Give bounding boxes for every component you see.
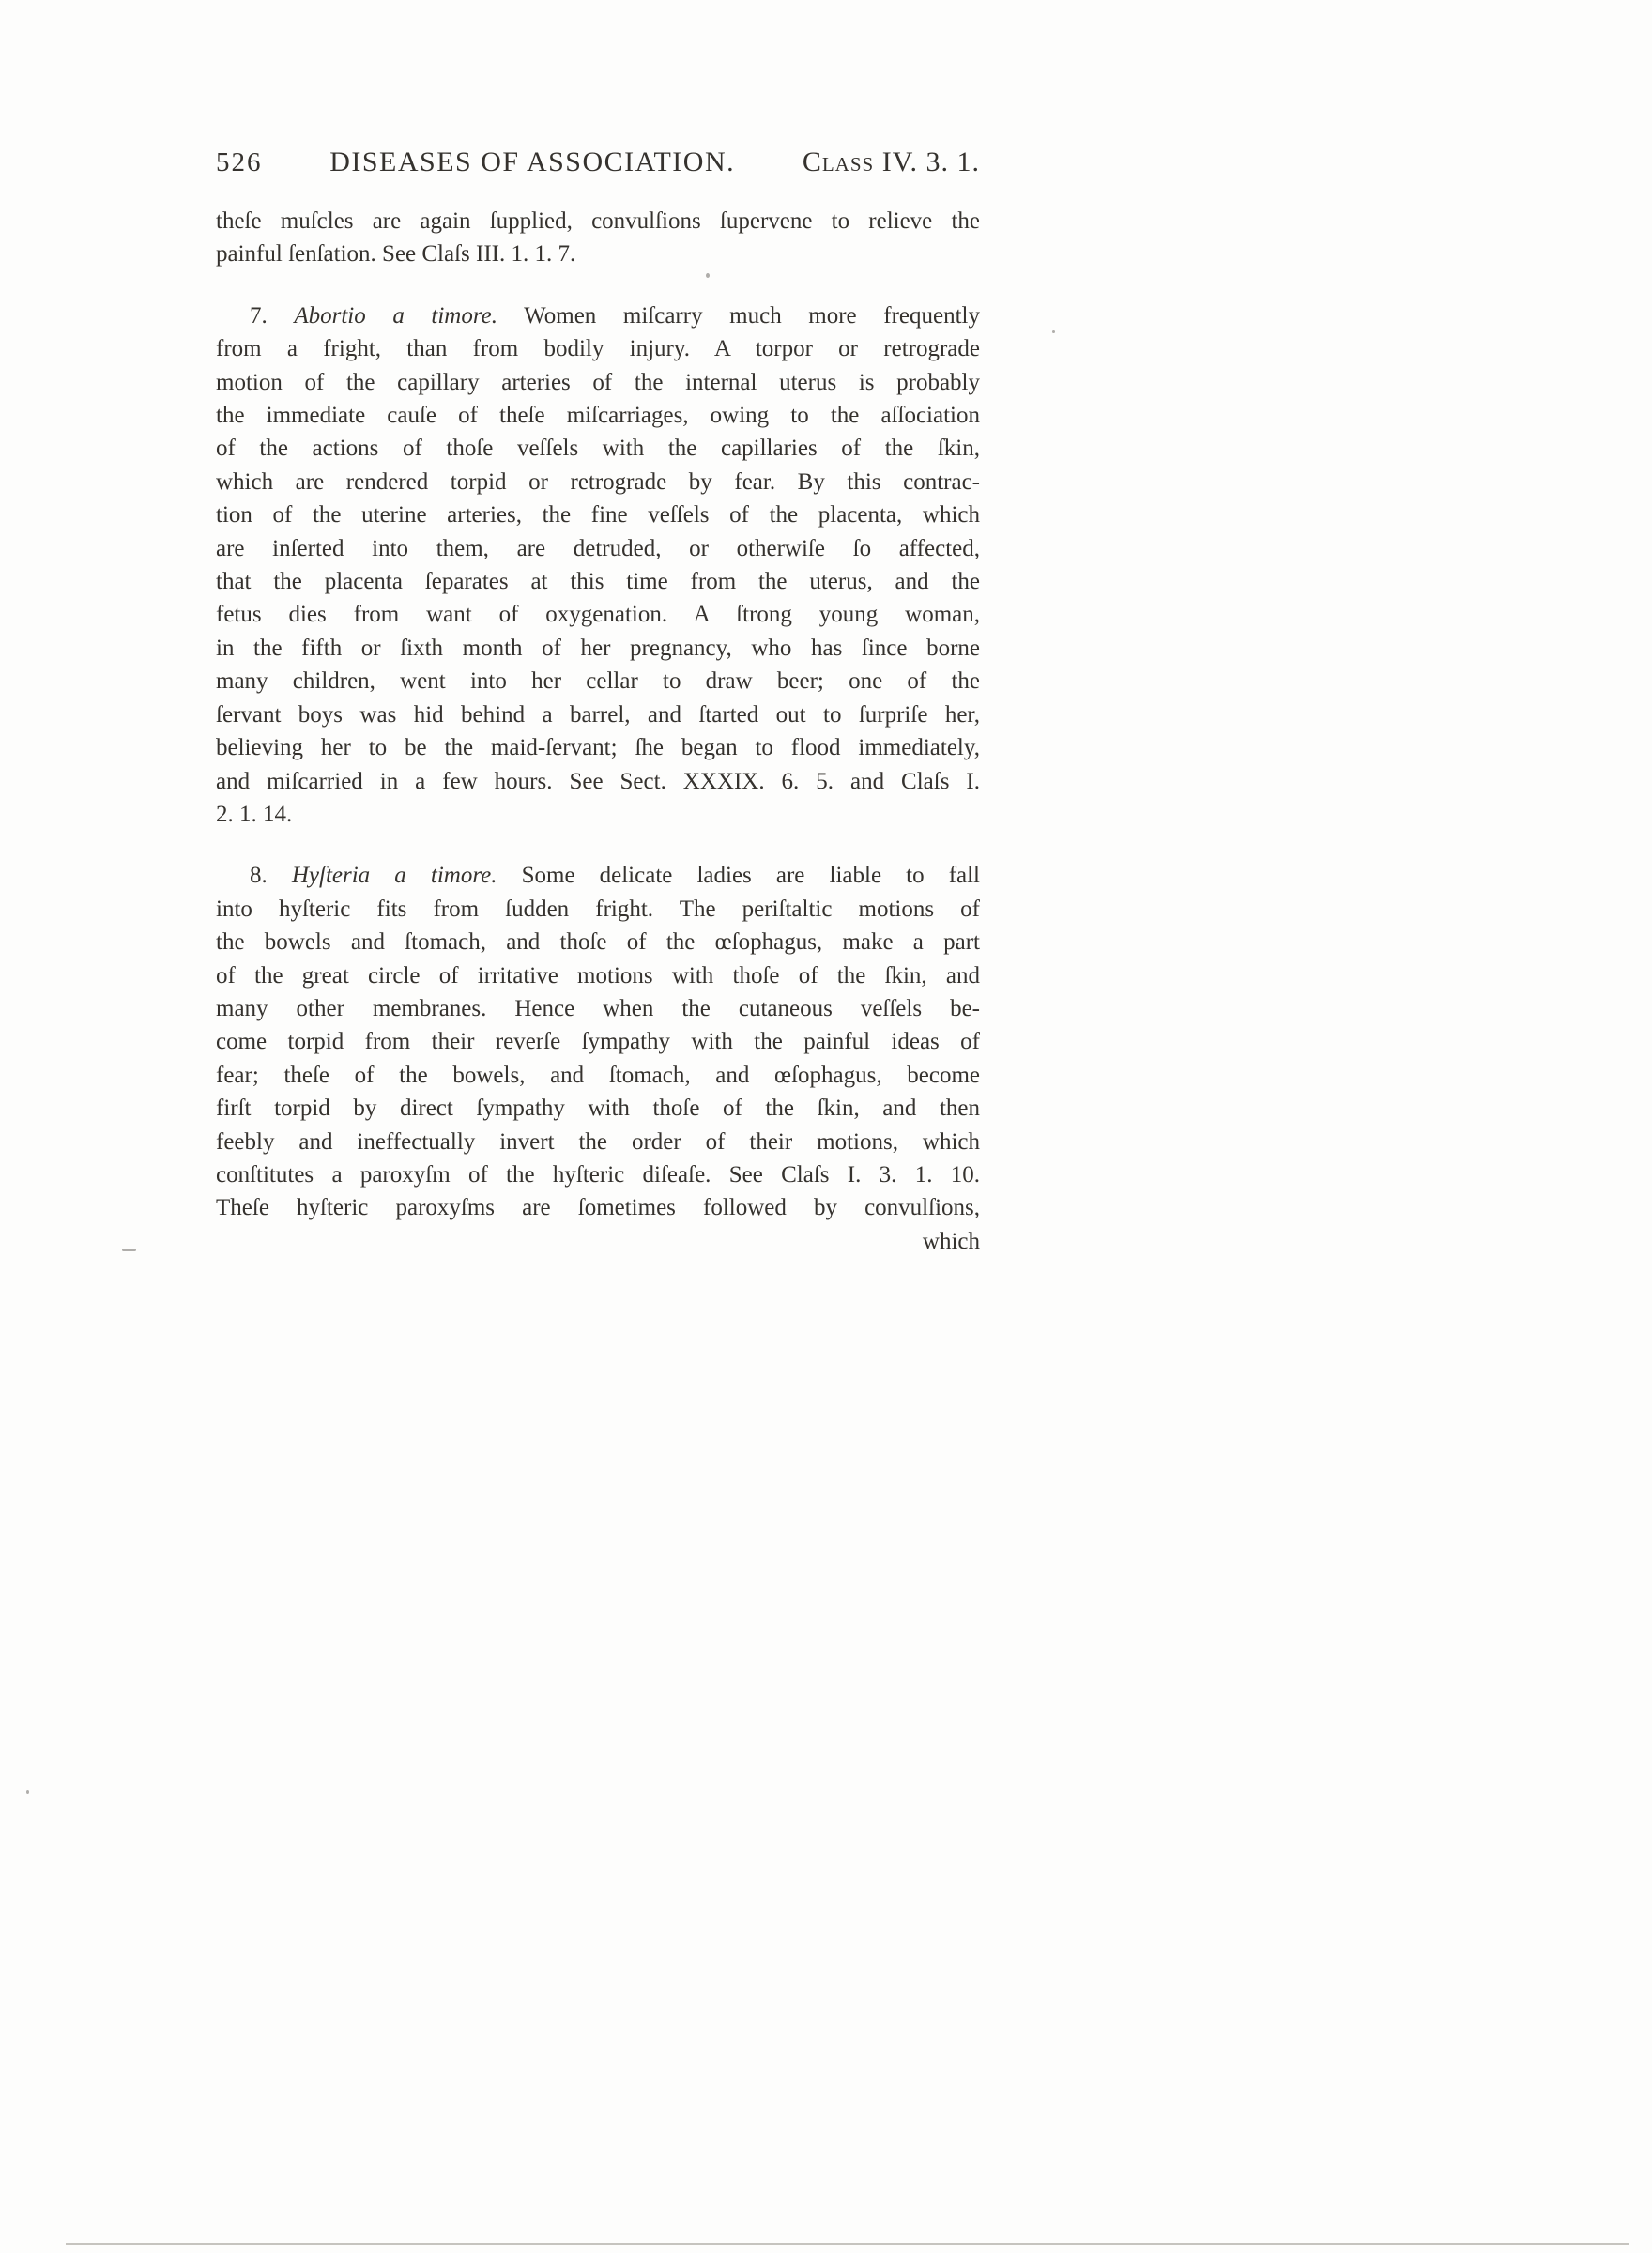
text-segment: Women miſcarry much more frequently — [497, 302, 980, 329]
text-line — [216, 859, 980, 892]
text-segment: into hyſteric fits from ſudden fright. The periſtaltic motions of — [216, 896, 980, 922]
text-line — [216, 632, 980, 665]
text-segment: the bowels and ſtomach, and thoſe of the œſophagus, make a part — [216, 929, 980, 956]
text-line — [216, 798, 980, 831]
text-segment: believing her to be the maid-ſervant; ſhe began to flood immediately, — [216, 735, 980, 761]
italic-phrase: Hyſteria a timore. — [291, 863, 497, 889]
text-segment: many other membranes. Hence when the cutaneous veſſels be- — [216, 995, 980, 1021]
scan-edge-line — [66, 2243, 1629, 2245]
text-segment: the immediate cauſe of theſe miſcarriages, owing to the aſſociation — [216, 403, 980, 429]
running-title: DISEASES OF ASSOCIATION. — [329, 146, 736, 177]
text-segment: of the actions of thoſe veſſels with the capillaries of the ſkin, — [216, 436, 980, 462]
text-segment: come torpid from their reverſe ſympathy with the painful ideas of — [216, 1029, 980, 1055]
class-reference: Class IV. 3. 1. — [802, 146, 980, 177]
text-segment: fear; theſe of the bowels, and ſtomach, and œſophagus, become — [216, 1062, 980, 1088]
text-segment: 7. — [250, 302, 295, 329]
catchword-line — [216, 1225, 980, 1258]
text-segment: of the great circle of irritative motions with thoſe of the ſkin, and — [216, 962, 980, 989]
text-line — [216, 238, 980, 270]
text-line — [216, 565, 980, 598]
text-line — [216, 332, 980, 365]
text-line — [216, 399, 980, 432]
paragraph — [216, 299, 980, 832]
text-segment: ſervant boys was hid behind a barrel, and ſtarted out to ſurpriſe her, — [216, 701, 980, 728]
text-segment: tion of the uterine arteries, the fine veſſels of the placenta, which — [216, 502, 980, 529]
text-line — [216, 893, 980, 926]
page-content — [216, 146, 980, 1258]
text-segment: motion of the capillary arteries of the internal uterus is probably — [216, 369, 980, 395]
paragraph — [216, 859, 980, 1224]
text-line — [216, 299, 980, 332]
text-line — [216, 698, 980, 731]
text-line — [216, 532, 980, 565]
text-line — [216, 1126, 980, 1158]
text-segment: firſt torpid by direct ſympathy with thoſe of the ſkin, and then — [216, 1096, 980, 1122]
text-line — [216, 466, 980, 498]
text-segment: 2. 1. 14. — [216, 801, 293, 827]
text-line — [216, 1158, 980, 1191]
text-line — [216, 432, 980, 465]
paragraph — [216, 205, 980, 271]
text-segment: painful ſenſation. See Claſs III. 1. 1. 7. — [216, 241, 576, 268]
text-segment: are inſerted into them, are detruded, or otherwiſe ſo affected, — [216, 535, 980, 561]
text-line — [216, 366, 980, 399]
italic-phrase: Abortio a timore. — [294, 302, 498, 329]
catchword: which — [922, 1228, 980, 1254]
page-header — [216, 146, 980, 178]
text-line — [216, 1025, 980, 1058]
text-segment: theſe muſcles are again ſupplied, convulſions ſupervene to relieve the — [216, 208, 980, 234]
page-number: 526 — [216, 147, 263, 177]
text-line — [216, 959, 980, 992]
scan-artifact — [122, 1249, 136, 1251]
text-line — [216, 205, 980, 238]
text-segment: and miſcarried in a few hours. See Sect. XXXIX. 6. 5. and Claſs I. — [216, 768, 980, 794]
text-line — [216, 1059, 980, 1092]
text-line — [216, 1092, 980, 1125]
text-segment: conſtitutes a paroxyſm of the hyſteric diſeaſe. See Claſs I. 3. 1. 10. — [216, 1161, 980, 1188]
text-segment: Some delicate ladies are liable to fall — [497, 863, 981, 889]
text-segment: Theſe hyſteric paroxyſms are ſometimes followed by convulſions, — [216, 1195, 980, 1221]
scan-artifact — [706, 273, 710, 278]
scan-artifact — [26, 1790, 29, 1794]
text-segment: feebly and ineffectually invert the order of their motions, which — [216, 1128, 980, 1155]
text-line — [216, 598, 980, 631]
text-segment: 8. — [250, 863, 292, 889]
text-block — [216, 205, 980, 1225]
text-segment: in the fifth or ſixth month of her pregnancy, who has ſince borne — [216, 635, 980, 661]
text-line — [216, 992, 980, 1025]
text-segment: that the placenta ſeparates at this time from the uterus, and the — [216, 569, 980, 595]
text-segment: many children, went into her cellar to draw beer; one of the — [216, 668, 980, 695]
text-line — [216, 926, 980, 958]
text-segment: fetus dies from want of oxygenation. A ſtrong young woman, — [216, 602, 980, 628]
text-line — [216, 665, 980, 697]
text-segment: which are rendered torpid or retrograde by fear. By this contrac- — [216, 468, 980, 495]
text-line — [216, 731, 980, 764]
text-line — [216, 765, 980, 798]
text-segment: from a fright, than from bodily injury. A torpor or retrograde — [216, 336, 980, 362]
text-line — [216, 1191, 980, 1224]
text-line — [216, 498, 980, 531]
scan-artifact — [1052, 330, 1055, 333]
